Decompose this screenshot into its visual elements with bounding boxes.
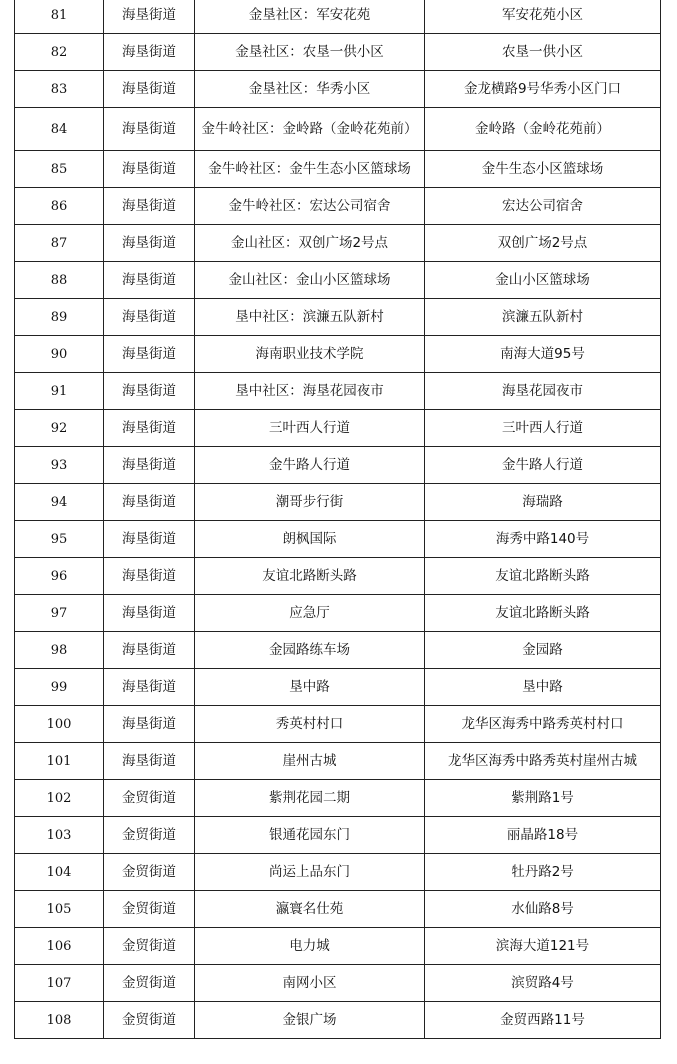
row-number-cell: 91 [15,373,104,410]
street-cell: 海垦街道 [104,262,195,299]
table-row [15,780,661,817]
address-cell: 龙华区海秀中路秀英村村口 [425,706,661,743]
row-number-cell: 83 [15,71,104,108]
street-cell: 海垦街道 [104,595,195,632]
street-cell: 金贸街道 [104,854,195,891]
street-cell: 海垦街道 [104,336,195,373]
street-cell: 海垦街道 [104,108,195,151]
row-number-cell: 88 [15,262,104,299]
street-cell: 海垦街道 [104,521,195,558]
location-cell: 垦中社区：滨濂五队新村 [195,299,425,336]
table-row [15,373,661,410]
street-cell: 海垦街道 [104,743,195,780]
address-cell: 双创广场2号点 [425,225,661,262]
address-cell: 垦中路 [425,669,661,706]
location-cell: 银通花园东门 [195,817,425,854]
table-row [15,225,661,262]
row-number-cell: 93 [15,447,104,484]
location-cell: 紫荆花园二期 [195,780,425,817]
address-cell: 南海大道95号 [425,336,661,373]
row-number-cell: 82 [15,34,104,71]
location-cell: 金山社区：双创广场2号点 [195,225,425,262]
address-cell: 金牛路人行道 [425,447,661,484]
street-cell: 金贸街道 [104,817,195,854]
location-cell: 金牛岭社区：宏达公司宿舍 [195,188,425,225]
table-row [15,706,661,743]
row-number-cell: 106 [15,928,104,965]
table-row [15,854,661,891]
site-list-table-container [14,0,660,1039]
address-cell: 海瑞路 [425,484,661,521]
address-cell: 水仙路8号 [425,891,661,928]
location-cell: 瀛寰名仕苑 [195,891,425,928]
address-cell: 滨濂五队新村 [425,299,661,336]
table-row [15,743,661,780]
street-cell: 海垦街道 [104,188,195,225]
table-row [15,632,661,669]
location-cell: 尚运上品东门 [195,854,425,891]
street-cell: 金贸街道 [104,891,195,928]
table-row [15,669,661,706]
location-cell: 金牛岭社区：金岭路（金岭花苑前） [195,108,425,151]
address-cell: 金龙横路9号华秀小区门口 [425,71,661,108]
row-number-cell: 98 [15,632,104,669]
street-cell: 金贸街道 [104,1002,195,1039]
location-cell: 金山社区：金山小区篮球场 [195,262,425,299]
row-number-cell: 107 [15,965,104,1002]
table-row [15,299,661,336]
row-number-cell: 95 [15,521,104,558]
address-cell: 宏达公司宿舍 [425,188,661,225]
location-cell: 金垦社区：华秀小区 [195,71,425,108]
table-row [15,34,661,71]
row-number-cell: 86 [15,188,104,225]
street-cell: 海垦街道 [104,299,195,336]
location-cell: 金园路练车场 [195,632,425,669]
street-cell: 金贸街道 [104,965,195,1002]
location-cell: 友谊北路断头路 [195,558,425,595]
street-cell: 海垦街道 [104,71,195,108]
street-cell: 海垦街道 [104,669,195,706]
table-row [15,262,661,299]
table-row [15,965,661,1002]
street-cell: 海垦街道 [104,373,195,410]
address-cell: 金牛生态小区篮球场 [425,151,661,188]
table-row [15,71,661,108]
address-cell: 丽晶路18号 [425,817,661,854]
table-row [15,1002,661,1039]
table-row [15,0,661,34]
street-cell: 海垦街道 [104,632,195,669]
row-number-cell: 101 [15,743,104,780]
row-number-cell: 108 [15,1002,104,1039]
row-number-cell: 81 [15,0,104,34]
address-cell: 海垦花园夜市 [425,373,661,410]
street-cell: 海垦街道 [104,706,195,743]
table-row [15,188,661,225]
row-number-cell: 103 [15,817,104,854]
location-cell: 秀英村村口 [195,706,425,743]
street-cell: 海垦街道 [104,34,195,71]
row-number-cell: 102 [15,780,104,817]
address-cell: 友谊北路断头路 [425,595,661,632]
location-cell: 潮哥步行街 [195,484,425,521]
row-number-cell: 94 [15,484,104,521]
location-cell: 金牛岭社区：金牛生态小区篮球场 [195,151,425,188]
street-cell: 海垦街道 [104,225,195,262]
location-cell: 垦中路 [195,669,425,706]
address-cell: 金园路 [425,632,661,669]
address-cell: 军安花苑小区 [425,0,661,34]
row-number-cell: 85 [15,151,104,188]
street-cell: 金贸街道 [104,928,195,965]
address-cell: 滨海大道121号 [425,928,661,965]
location-cell: 朗枫国际 [195,521,425,558]
address-cell: 龙华区海秀中路秀英村崖州古城 [425,743,661,780]
street-cell: 海垦街道 [104,558,195,595]
row-number-cell: 105 [15,891,104,928]
street-cell: 海垦街道 [104,447,195,484]
table-row [15,558,661,595]
row-number-cell: 87 [15,225,104,262]
street-cell: 海垦街道 [104,151,195,188]
table-row [15,817,661,854]
address-cell: 金贸西路11号 [425,1002,661,1039]
table-row [15,521,661,558]
table-row [15,891,661,928]
location-cell: 电力城 [195,928,425,965]
street-cell: 海垦街道 [104,410,195,447]
address-cell: 海秀中路140号 [425,521,661,558]
address-cell: 金岭路（金岭花苑前） [425,108,661,151]
address-cell: 友谊北路断头路 [425,558,661,595]
address-cell: 牡丹路2号 [425,854,661,891]
row-number-cell: 84 [15,108,104,151]
street-cell: 海垦街道 [104,484,195,521]
address-cell: 农垦一供小区 [425,34,661,71]
location-cell: 三叶西人行道 [195,410,425,447]
location-cell: 金垦社区：农垦一供小区 [195,34,425,71]
table-row [15,484,661,521]
location-cell: 金垦社区：军安花苑 [195,0,425,34]
table-row [15,151,661,188]
row-number-cell: 96 [15,558,104,595]
table-row [15,447,661,484]
table-row [15,336,661,373]
location-cell: 金牛路人行道 [195,447,425,484]
location-cell: 垦中社区：海垦花园夜市 [195,373,425,410]
table-row [15,595,661,632]
table-body [15,0,661,1039]
row-number-cell: 89 [15,299,104,336]
row-number-cell: 97 [15,595,104,632]
row-number-cell: 90 [15,336,104,373]
table-row [15,410,661,447]
address-cell: 三叶西人行道 [425,410,661,447]
location-cell: 应急厅 [195,595,425,632]
row-number-cell: 100 [15,706,104,743]
address-cell: 金山小区篮球场 [425,262,661,299]
address-cell: 紫荆路1号 [425,780,661,817]
location-cell: 海南职业技术学院 [195,336,425,373]
location-cell: 崖州古城 [195,743,425,780]
table-row [15,108,661,151]
address-cell: 滨贸路4号 [425,965,661,1002]
street-cell: 海垦街道 [104,0,195,34]
table-row [15,928,661,965]
street-cell: 金贸街道 [104,780,195,817]
row-number-cell: 92 [15,410,104,447]
site-list-table [14,0,661,1039]
location-cell: 南网小区 [195,965,425,1002]
row-number-cell: 99 [15,669,104,706]
location-cell: 金银广场 [195,1002,425,1039]
row-number-cell: 104 [15,854,104,891]
